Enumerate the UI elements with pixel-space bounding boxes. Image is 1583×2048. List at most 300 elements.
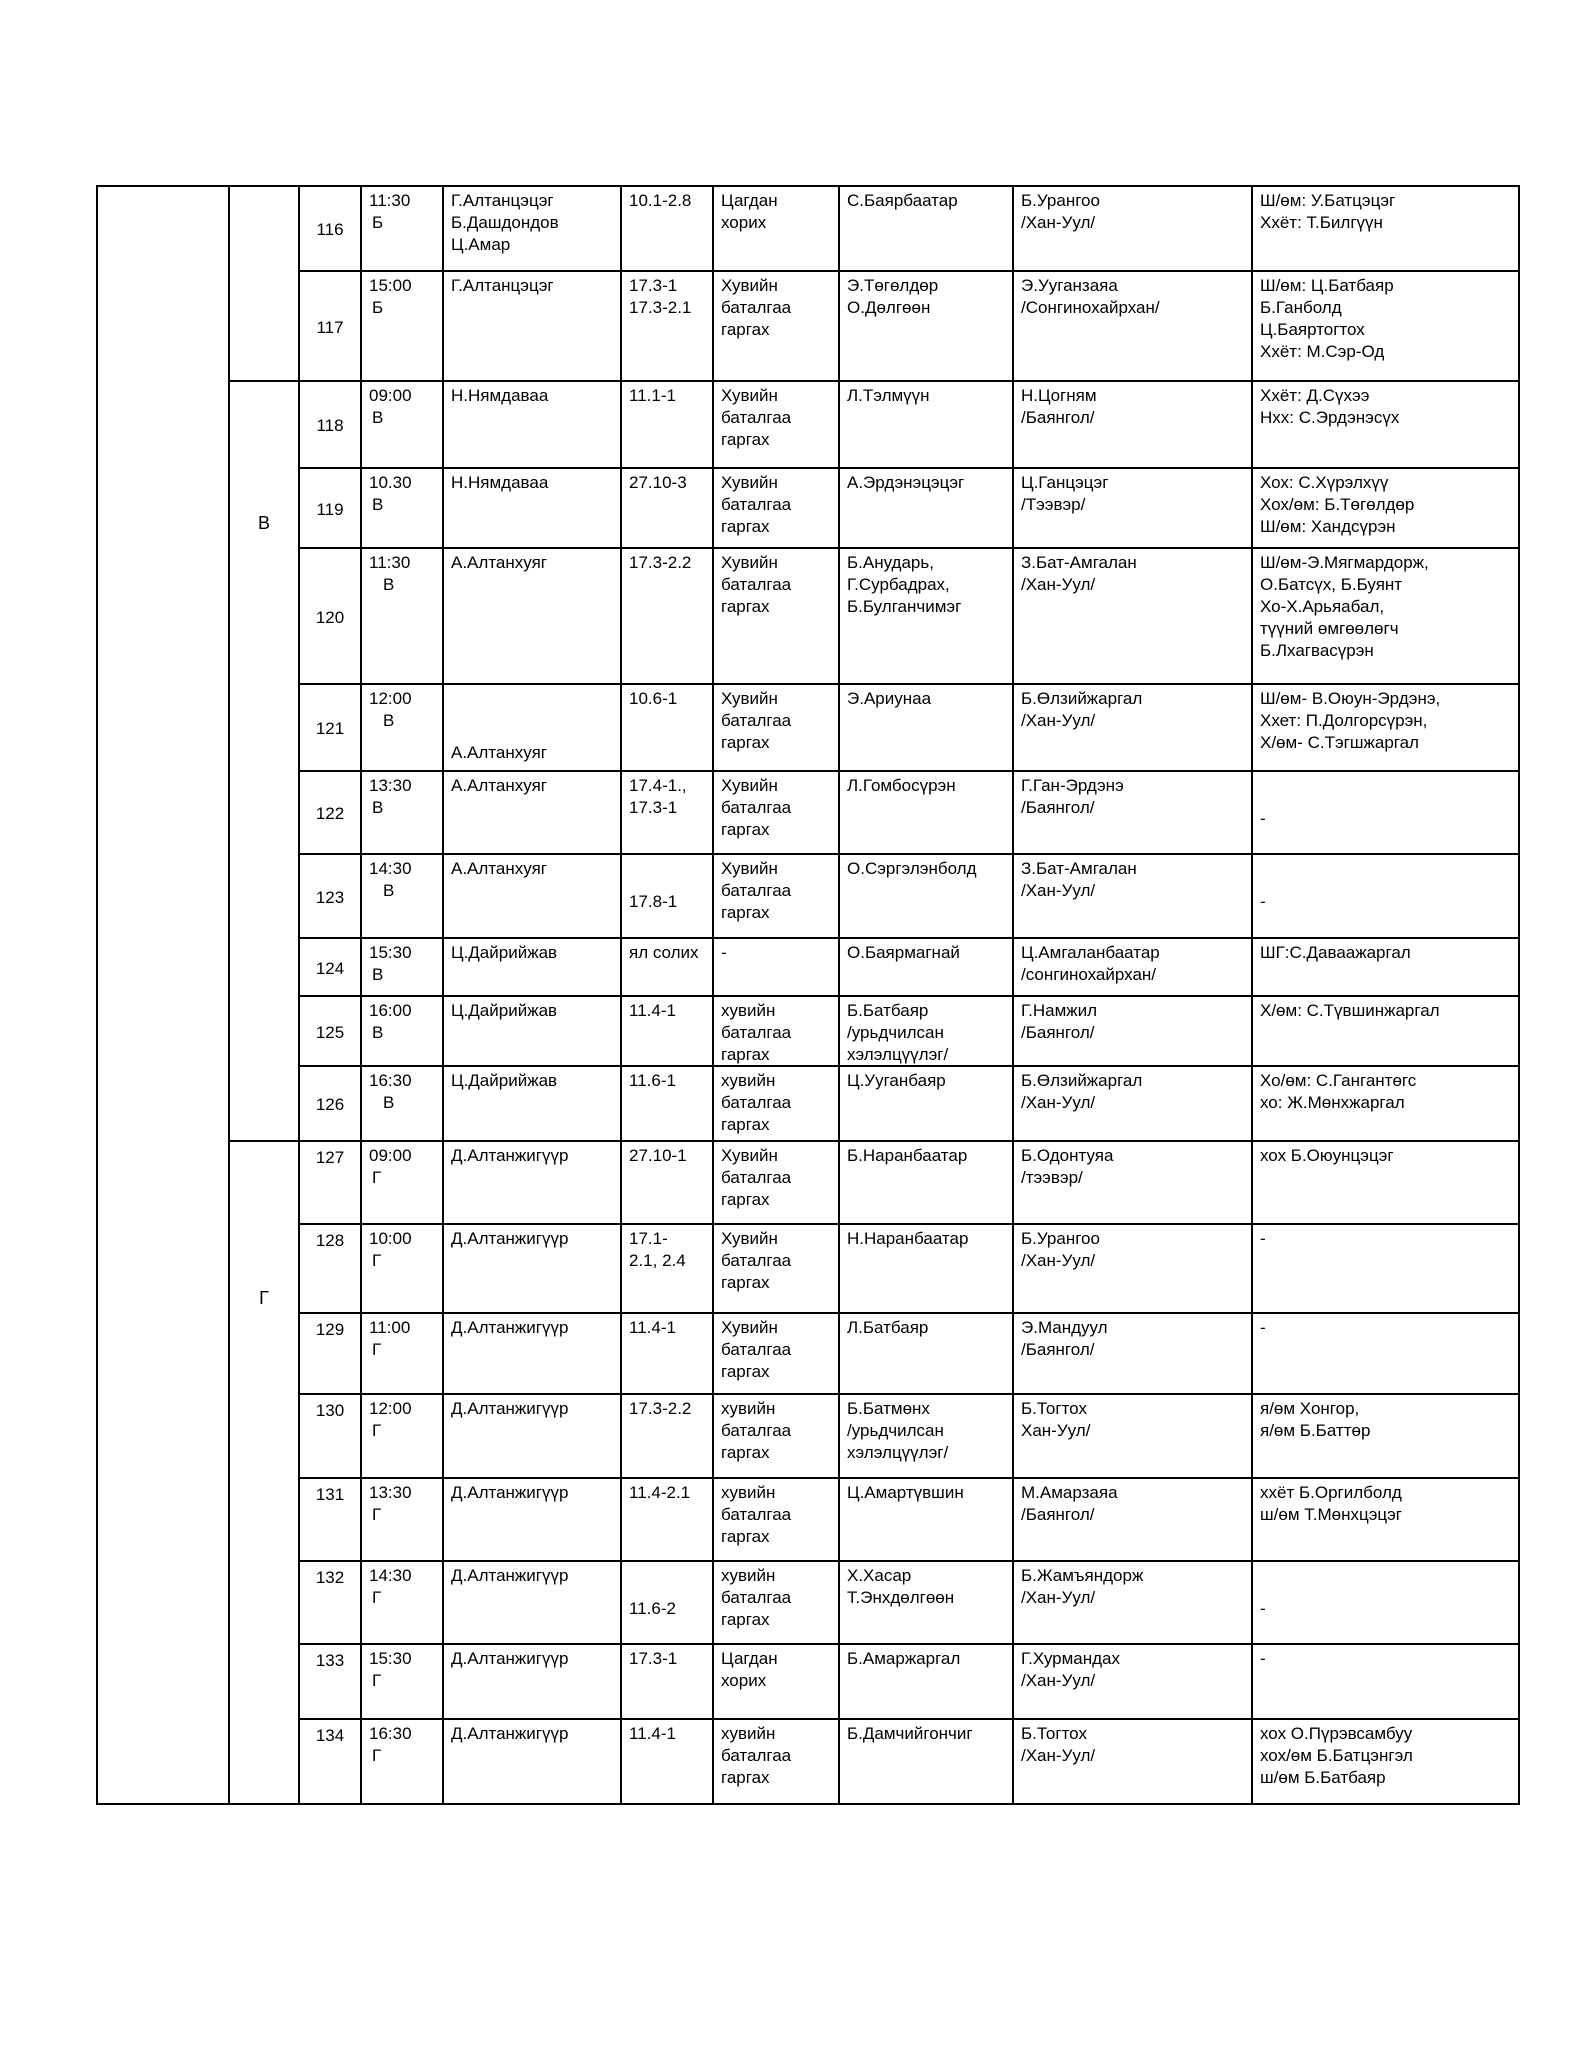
- notes-cell: [1253, 469, 1520, 549]
- time-cell: [362, 272, 444, 382]
- defendant-name: С.Баярбаатар: [847, 191, 958, 210]
- hearing-type-cell: [714, 469, 840, 549]
- note-line: түүний өмгөөлөгч: [1260, 619, 1399, 638]
- case-number-cell: [300, 469, 362, 549]
- prosecutor-line: Г.Намжил: [1021, 1001, 1098, 1020]
- judge-name: Ц.Дайрийжав: [451, 1001, 558, 1020]
- defendant-name: Х.Хасар: [847, 1566, 912, 1585]
- bench-letter: В: [372, 408, 384, 427]
- defendant-name: /урьдчилсан: [847, 1023, 944, 1042]
- judge-cell: [444, 1479, 622, 1562]
- prosecutor-cell: [1014, 997, 1253, 1067]
- article-cell: [622, 939, 714, 997]
- judge-name: Г.Алтанцэцэг: [451, 276, 554, 295]
- prosecutor-line: Ц.Ганцэцэг: [1021, 473, 1109, 492]
- article-cell: [622, 685, 714, 772]
- hearing-type-line: Цагдан: [721, 191, 778, 210]
- group-label: В: [257, 513, 270, 533]
- case-number: 125: [315, 1022, 345, 1042]
- article-cell: [622, 855, 714, 939]
- hearing-time: 12:00: [369, 689, 412, 708]
- hearing-type-line: гаргах: [721, 1190, 770, 1209]
- defendant-name: Э.Ариунаа: [847, 689, 932, 708]
- article-number: 17.4-1.,: [629, 776, 687, 795]
- prosecutor-line: /Тээвэр/: [1021, 495, 1086, 514]
- bench-letter: Г: [372, 1588, 382, 1607]
- court-schedule-table: [96, 185, 1520, 1805]
- defendant-cell: [840, 685, 1014, 772]
- bench-letter: В: [383, 881, 395, 900]
- time-cell: [362, 1314, 444, 1395]
- judge-name: Ц.Дайрийжав: [451, 1071, 558, 1090]
- article-cell: [622, 272, 714, 382]
- hearing-type-line: гаргах: [721, 1527, 770, 1546]
- notes-cell: [1253, 272, 1520, 382]
- hearing-type-line: баталгаа: [721, 575, 792, 594]
- article-number: 10.6-1: [629, 689, 678, 708]
- hearing-type-cell: [714, 1479, 840, 1562]
- note-line: Ххёт: Д.Сүхээ: [1260, 386, 1370, 405]
- judge-name: А.Алтанхуяг: [451, 859, 547, 878]
- bench-letter: Г: [372, 1746, 382, 1765]
- bench-letter: Г: [372, 1251, 382, 1270]
- hearing-type-cell: [714, 1395, 840, 1479]
- article-cell: [622, 1562, 714, 1645]
- article-cell: [622, 1142, 714, 1225]
- defendant-cell: [840, 1720, 1014, 1805]
- judge-cell: [444, 187, 622, 272]
- hearing-time: 15:30: [369, 943, 412, 962]
- hearing-time: 11:30: [369, 553, 411, 572]
- case-number-cell: [300, 1142, 362, 1225]
- hearing-type-line: Хувийн: [721, 689, 778, 708]
- note-line: Б.Ганболд: [1260, 298, 1342, 317]
- case-number: 126: [315, 1095, 345, 1114]
- defendant-name: Б.Батмөнх: [847, 1399, 930, 1418]
- time-cell: [362, 469, 444, 549]
- prosecutor-line: /Баянгол/: [1021, 1340, 1095, 1359]
- prosecutor-cell: [1014, 685, 1253, 772]
- hearing-type-line: гаргах: [721, 1045, 770, 1064]
- hearing-type-line: гаргах: [721, 1768, 770, 1787]
- judge-cell: [444, 549, 622, 685]
- hearing-type-line: Хувийн: [721, 1318, 778, 1337]
- judge-name: Д.Алтанжигүүр: [451, 1318, 569, 1337]
- prosecutor-line: Хан-Уул/: [1021, 1421, 1091, 1440]
- defendant-cell: [840, 469, 1014, 549]
- judge-name: Д.Алтанжигүүр: [451, 1399, 569, 1418]
- defendant-name: О.Дөлгөөн: [847, 298, 931, 317]
- prosecutor-line: Б.Урангоо: [1021, 191, 1100, 210]
- prosecutor-cell: [1014, 939, 1253, 997]
- article-number: 11.4-1: [629, 1001, 676, 1020]
- hearing-type-line: Хувийн: [721, 276, 778, 295]
- defendant-cell: [840, 1314, 1014, 1395]
- case-number-cell: [300, 1395, 362, 1479]
- notes-cell: [1253, 855, 1520, 939]
- note-line: Х/өм: С.Түвшинжаргал: [1260, 1001, 1440, 1020]
- hearing-type-line: гаргах: [721, 903, 770, 922]
- prosecutor-line: /Хан-Уул/: [1021, 1093, 1096, 1112]
- prosecutor-line: /Хан-Уул/: [1021, 213, 1096, 232]
- note-line: хох/өм Б.Батцэнгэл: [1260, 1746, 1413, 1765]
- hearing-type-cell: [714, 1720, 840, 1805]
- case-number: 128: [315, 1231, 345, 1250]
- hearing-time: 14:30: [369, 859, 412, 878]
- hearing-type-line: баталгаа: [721, 1251, 792, 1270]
- defendant-name: хэлэлцүүлэг/: [847, 1045, 949, 1064]
- defendant-cell: [840, 549, 1014, 685]
- group-label: Г: [259, 1288, 269, 1308]
- bench-letter: Б: [372, 213, 384, 232]
- article-cell: [622, 1645, 714, 1720]
- prosecutor-line: /Хан-Уул/: [1021, 881, 1096, 900]
- article-number: ял солих: [629, 943, 699, 962]
- case-number-cell: [300, 382, 362, 469]
- hearing-type-line: хувийн: [721, 1483, 776, 1502]
- article-cell: [622, 772, 714, 855]
- article-number: 17.3-1: [629, 1649, 678, 1668]
- bench-letter: В: [372, 798, 384, 817]
- case-number-cell: [300, 1562, 362, 1645]
- defendant-cell: [840, 1142, 1014, 1225]
- case-number: 119: [316, 499, 344, 519]
- time-cell: [362, 1720, 444, 1805]
- defendant-cell: [840, 939, 1014, 997]
- prosecutor-cell: [1014, 1225, 1253, 1314]
- hearing-time: 12:00: [369, 1399, 412, 1418]
- defendant-name: Б.Батбаяр: [847, 1001, 929, 1020]
- note-line: Ш/өм-Э.Мягмардорж,: [1260, 553, 1429, 572]
- defendant-name: Б.Наранбаатар: [847, 1146, 968, 1165]
- judge-name: Н.Нямдаваа: [451, 473, 549, 492]
- hearing-type-line: гаргах: [721, 1443, 770, 1462]
- prosecutor-line: Б.Өлзийжаргал: [1021, 689, 1143, 708]
- time-cell: [362, 939, 444, 997]
- bench-letter: Г: [372, 1340, 382, 1359]
- defendant-name: /урьдчилсан: [847, 1421, 944, 1440]
- defendant-cell: [840, 382, 1014, 469]
- hearing-type-cell: [714, 1225, 840, 1314]
- prosecutor-line: /тээвэр/: [1021, 1168, 1083, 1187]
- hearing-type-cell: [714, 1314, 840, 1395]
- hearing-type-line: Хувийн: [721, 859, 778, 878]
- bench-letter: Г: [372, 1505, 382, 1524]
- article-number: 17.8-1: [629, 892, 678, 911]
- hearing-type-line: хувийн: [721, 1001, 776, 1020]
- hearing-type-line: баталгаа: [721, 711, 792, 730]
- article-cell: [622, 997, 714, 1067]
- judge-cell: [444, 685, 622, 772]
- hearing-type-line: гаргах: [721, 597, 770, 616]
- defendant-cell: [840, 855, 1014, 939]
- hearing-type-line: баталгаа: [721, 1505, 792, 1524]
- time-cell: [362, 1562, 444, 1645]
- article-cell: [622, 1225, 714, 1314]
- judge-cell: [444, 997, 622, 1067]
- case-number: 133: [315, 1651, 345, 1670]
- group-block-cell: [230, 382, 300, 1142]
- prosecutor-cell: [1014, 469, 1253, 549]
- time-cell: [362, 772, 444, 855]
- notes-cell: [1253, 1720, 1520, 1805]
- hearing-type-line: баталгаа: [721, 495, 792, 514]
- case-number: 121: [315, 719, 345, 738]
- note-line: Ххёт: Т.Билгүүн: [1260, 213, 1383, 232]
- note-line: ххёт Б.Оргилболд: [1260, 1483, 1402, 1502]
- note-line: -: [1260, 1599, 1266, 1618]
- hearing-type-cell: [714, 272, 840, 382]
- note-line: Ххет: П.Долгорсүрэн,: [1260, 711, 1428, 730]
- prosecutor-cell: [1014, 187, 1253, 272]
- prosecutor-cell: [1014, 1720, 1253, 1805]
- case-number: 116: [316, 220, 344, 239]
- notes-cell: [1253, 1314, 1520, 1395]
- bench-letter: Г: [372, 1671, 382, 1690]
- prosecutor-line: Б.Одонтуяа: [1021, 1146, 1114, 1165]
- hearing-time: 09:00: [369, 1146, 412, 1165]
- defendant-cell: [840, 187, 1014, 272]
- hearing-type-line: Хувийн: [721, 1229, 778, 1248]
- hearing-type-line: баталгаа: [721, 1093, 792, 1112]
- defendant-name: Л.Батбаяр: [847, 1318, 929, 1337]
- article-number: 2.1, 2.4: [629, 1251, 686, 1270]
- defendant-cell: [840, 772, 1014, 855]
- case-number-cell: [300, 1067, 362, 1142]
- hearing-type-line: баталгаа: [721, 798, 792, 817]
- note-line: -: [1260, 1318, 1266, 1337]
- defendant-name: О.Баярмагнай: [847, 943, 960, 962]
- hearing-time: 10:00: [369, 1229, 412, 1248]
- time-cell: [362, 549, 444, 685]
- bench-letter: Б: [372, 298, 384, 317]
- hearing-time: 13:30: [369, 776, 412, 795]
- defendant-name: А.Эрдэнэцэцэг: [847, 473, 965, 492]
- article-number: 11.6-1: [629, 1071, 676, 1090]
- hearing-type-cell: [714, 1562, 840, 1645]
- judge-name: Д.Алтанжигүүр: [451, 1483, 569, 1502]
- prosecutor-line: /Хан-Уул/: [1021, 1671, 1096, 1690]
- judge-cell: [444, 939, 622, 997]
- note-line: -: [1260, 1229, 1266, 1248]
- prosecutor-cell: [1014, 1395, 1253, 1479]
- note-line: Х/өм- С.Тэгшжаргал: [1260, 733, 1419, 752]
- prosecutor-line: /Хан-Уул/: [1021, 1588, 1096, 1607]
- hearing-time: 16:30: [369, 1071, 412, 1090]
- article-cell: [622, 469, 714, 549]
- case-number: 130: [315, 1401, 345, 1420]
- article-cell: [622, 1067, 714, 1142]
- notes-cell: [1253, 1067, 1520, 1142]
- article-number: 17.1-: [629, 1229, 668, 1248]
- hearing-type-line: гаргах: [721, 517, 770, 536]
- prosecutor-cell: [1014, 1142, 1253, 1225]
- prosecutor-line: Б.Тогтох: [1021, 1724, 1087, 1743]
- judge-cell: [444, 1395, 622, 1479]
- hearing-time: 11:30: [369, 191, 411, 210]
- hearing-type-line: Хувийн: [721, 386, 778, 405]
- hearing-type-line: гаргах: [721, 820, 770, 839]
- bench-letter: В: [372, 965, 384, 984]
- notes-cell: [1253, 685, 1520, 772]
- notes-cell: [1253, 1225, 1520, 1314]
- defendant-name: Т.Энхдөлгөөн: [847, 1588, 955, 1607]
- time-cell: [362, 382, 444, 469]
- case-number: 129: [315, 1320, 345, 1339]
- judge-cell: [444, 855, 622, 939]
- hearing-type-line: гаргах: [721, 733, 770, 752]
- group-block-cell: [230, 1142, 300, 1805]
- judge-name: Д.Алтанжигүүр: [451, 1649, 569, 1668]
- prosecutor-line: /Хан-Уул/: [1021, 575, 1096, 594]
- note-line: ш/өм Б.Батбаяр: [1260, 1768, 1386, 1787]
- article-number: 11.6-2: [629, 1599, 676, 1618]
- judge-name: А.Алтанхуяг: [451, 553, 547, 572]
- judge-cell: [444, 1645, 622, 1720]
- judge-cell: [444, 772, 622, 855]
- note-line: Ш/өм: Хандсүрэн: [1260, 517, 1396, 536]
- defendant-name: Э.Төгөлдөр: [847, 276, 939, 295]
- judge-name: А.Алтанхуяг: [451, 743, 547, 762]
- judge-name: Г.Алтанцэцэг: [451, 191, 554, 210]
- article-cell: [622, 549, 714, 685]
- case-number: 127: [315, 1148, 345, 1167]
- note-line: -: [1260, 1649, 1266, 1668]
- hearing-type-cell: [714, 685, 840, 772]
- notes-cell: [1253, 1395, 1520, 1479]
- case-number: 131: [315, 1485, 345, 1504]
- hearing-type-line: хувийн: [721, 1566, 776, 1585]
- hearing-type-cell: [714, 1067, 840, 1142]
- article-number: 11.4-2.1: [629, 1483, 691, 1502]
- hearing-type-line: Хувийн: [721, 553, 778, 572]
- prosecutor-line: Б.Өлзийжаргал: [1021, 1071, 1143, 1090]
- prosecutor-line: Н.Цогням: [1021, 386, 1097, 405]
- bench-letter: Г: [372, 1421, 382, 1440]
- note-line: Хо/өм: С.Гангантөгс: [1260, 1071, 1417, 1090]
- judge-name: Д.Алтанжигүүр: [451, 1229, 569, 1248]
- hearing-type-cell: [714, 382, 840, 469]
- prosecutor-line: /Сонгинохайрхан/: [1021, 298, 1160, 317]
- defendant-cell: [840, 1479, 1014, 1562]
- judge-cell: [444, 1562, 622, 1645]
- notes-cell: [1253, 1562, 1520, 1645]
- hearing-type-cell: [714, 772, 840, 855]
- defendant-name: хэлэлцүүлэг/: [847, 1443, 949, 1462]
- prosecutor-line: /Баянгол/: [1021, 408, 1095, 427]
- note-line: Б.Лхагвасүрэн: [1260, 641, 1374, 660]
- defendant-cell: [840, 1067, 1014, 1142]
- hearing-type-line: баталгаа: [721, 1340, 792, 1359]
- note-line: я/өм Б.Баттөр: [1260, 1421, 1371, 1440]
- defendant-name: Б.Амаржаргал: [847, 1649, 961, 1668]
- prosecutor-cell: [1014, 1562, 1253, 1645]
- notes-cell: [1253, 772, 1520, 855]
- defendant-name: Б.Дамчийгончиг: [847, 1724, 973, 1743]
- time-cell: [362, 1142, 444, 1225]
- hearing-type-line: Цагдан: [721, 1649, 778, 1668]
- prosecutor-cell: [1014, 1067, 1253, 1142]
- article-number: 11.4-1: [629, 1724, 676, 1743]
- article-number: 17.3-1: [629, 276, 678, 295]
- notes-cell: [1253, 549, 1520, 685]
- prosecutor-line: Ц.Амгаланбаатар: [1021, 943, 1160, 962]
- note-line: Ц.Баяртогтох: [1260, 320, 1365, 339]
- judge-cell: [444, 1314, 622, 1395]
- hearing-time: 15:30: [369, 1649, 412, 1668]
- case-number-cell: [300, 939, 362, 997]
- note-line: -: [1260, 892, 1266, 911]
- prosecutor-line: /Баянгол/: [1021, 798, 1095, 817]
- article-number: 17.3-2.2: [629, 553, 692, 572]
- group-block-cell: [230, 187, 300, 382]
- case-number: 132: [315, 1568, 345, 1587]
- notes-cell: [1253, 1142, 1520, 1225]
- judge-cell: [444, 382, 622, 469]
- hearing-type-line: гаргах: [721, 320, 770, 339]
- article-number: 11.1-1: [629, 386, 676, 405]
- note-line: Хо-Х.Арьяабал,: [1260, 597, 1385, 616]
- defendant-name: Н.Наранбаатар: [847, 1229, 969, 1248]
- article-cell: [622, 1395, 714, 1479]
- article-cell: [622, 1720, 714, 1805]
- hearing-type-line: гаргах: [721, 1362, 770, 1381]
- time-cell: [362, 1225, 444, 1314]
- hearing-type-line: гаргах: [721, 1115, 770, 1134]
- bench-letter: В: [383, 1093, 395, 1112]
- hearing-type-line: баталгаа: [721, 298, 792, 317]
- article-number: 27.10-3: [629, 473, 687, 492]
- hearing-type-cell: [714, 997, 840, 1067]
- judge-name: Д.Алтанжигүүр: [451, 1146, 569, 1165]
- hearing-type-line: баталгаа: [721, 1588, 792, 1607]
- prosecutor-cell: [1014, 1314, 1253, 1395]
- prosecutor-line: Б.Жамъяндорж: [1021, 1566, 1144, 1585]
- defendant-name: Б.Анударь,: [847, 553, 934, 572]
- bench-letter: В: [372, 495, 384, 514]
- judge-name: А.Алтанхуяг: [451, 776, 547, 795]
- prosecutor-line: М.Амарзаяа: [1021, 1483, 1118, 1502]
- defendant-cell: [840, 1395, 1014, 1479]
- hearing-time: 15:00: [369, 276, 412, 295]
- prosecutor-line: Г.Ган-Эрдэнэ: [1021, 776, 1124, 795]
- case-number-cell: [300, 1225, 362, 1314]
- note-line: хох Б.Оюунцэцэг: [1260, 1146, 1394, 1165]
- time-cell: [362, 855, 444, 939]
- judge-cell: [444, 1720, 622, 1805]
- case-number-cell: [300, 187, 362, 272]
- judge-cell: [444, 272, 622, 382]
- judge-name: Ц.Дайрийжав: [451, 943, 558, 962]
- notes-cell: [1253, 939, 1520, 997]
- judge-cell: [444, 1142, 622, 1225]
- hearing-time: 13:30: [369, 1483, 412, 1502]
- case-number: 123: [315, 887, 345, 907]
- notes-cell: [1253, 1479, 1520, 1562]
- hearing-type-line: хорих: [721, 213, 767, 232]
- defendant-name: Б.Булганчимэг: [847, 597, 962, 616]
- prosecutor-cell: [1014, 272, 1253, 382]
- time-cell: [362, 685, 444, 772]
- prosecutor-line: Б.Урангоо: [1021, 1229, 1100, 1248]
- hearing-type-cell: [714, 187, 840, 272]
- note-line: Нхх: С.Эрдэнэсүх: [1260, 408, 1400, 427]
- case-number: 124: [315, 958, 345, 978]
- notes-cell: [1253, 997, 1520, 1067]
- judge-name: Н.Нямдаваа: [451, 386, 549, 405]
- prosecutor-line: /сонгинохайрхан/: [1021, 965, 1157, 984]
- hearing-type-line: баталгаа: [721, 408, 792, 427]
